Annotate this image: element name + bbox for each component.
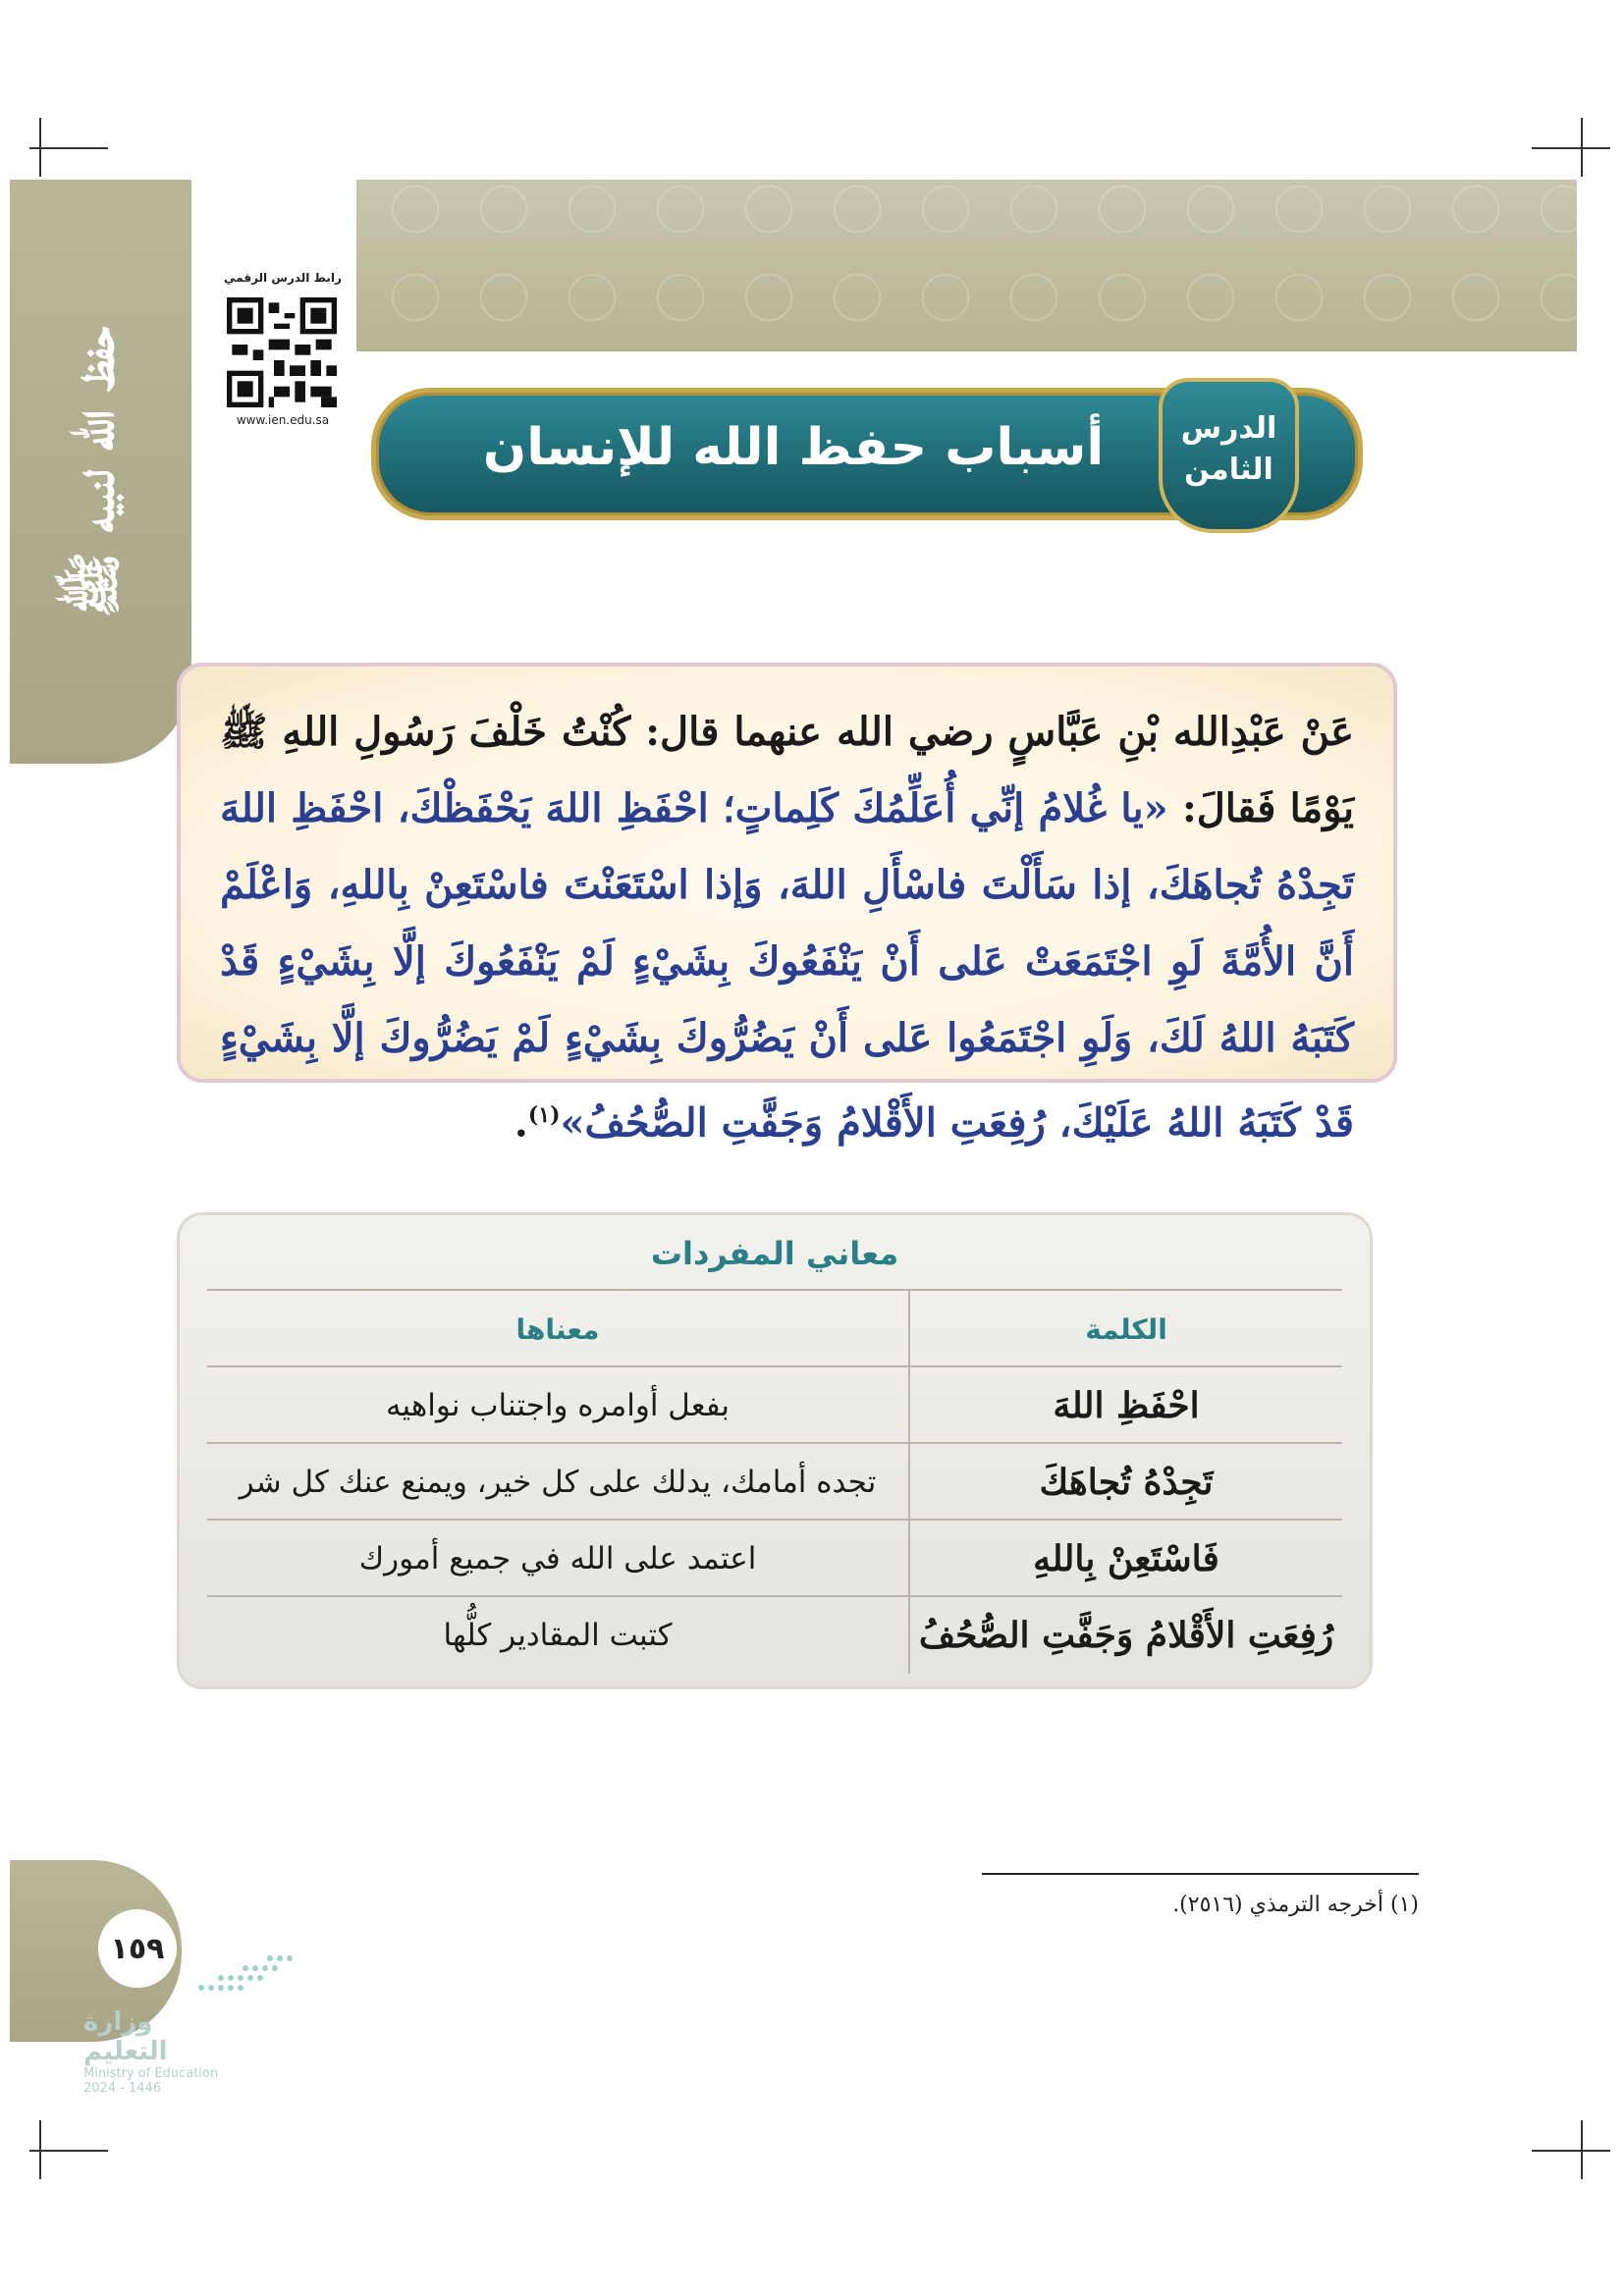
table-row [207,1365,1342,1444]
header-meaning: معناها [207,1291,910,1367]
hadith-quote: «يا غُلامُ إنِّي أُعَلِّمُكَ كَلِماتٍ؛ احْفَظِ اللهَ يَحْفَظْكَ، احْفَظِ اللهَ تَجِدْهُ تُجاهَكَ، إذا سَأَلْتَ فاسْأَلِ اللهَ، وَإذا اسْتَعَنْتَ فاسْتَعِنْ بِاللهِ، وَاعْلَمْ أَنَّ الأُمَّةَ لَوِ اجْتَمَعَتْ عَلى أَنْ يَنْفَعُوكَ بِشَيْءٍ لَمْ يَنْفَعُوكَ إلَّا بِشَيْءٍ قَدْ كَتَبَهُ اللهُ لَكَ، وَلَوِ اجْتَمَعُوا عَلى أَنْ يَضُرُّوكَ بِشَيْءٍ لَمْ يَضُرُّوكَ إلَّا بِشَيْءٍ قَدْ كَتَبَهُ اللهُ عَلَيْكَ، رُفِعَتِ الأَقْلامُ وَجَفَّتِ الصُّحُفُ» [220,785,1354,1147]
footnote-marker[interactable]: (١) [527,1102,561,1128]
qr-code-panel[interactable] [209,180,356,435]
table-row [207,1519,1342,1597]
footnote: (١) أخرجه الترمذي (٢٥١٦). [1172,1893,1419,1917]
unit-title: حفظ الله لنبيه ﷺ [62,326,127,617]
ministry-english: Ministry of Education [83,2066,219,2081]
crop-mark [1581,2120,1583,2179]
ministry-logo [83,2007,241,2096]
hadith-text [220,694,1354,1161]
footnote-rule [982,1873,1419,1875]
lesson-badge [1159,378,1299,533]
hadith-box [177,663,1397,1147]
vocab-title: معاني المفردات [650,1235,899,1272]
vocab-word: احْفَظِ اللهَ [1053,1385,1200,1426]
table-row [207,1442,1342,1521]
crop-mark [29,147,108,149]
vocab-word: تَجِدْهُ تُجاهَكَ [1039,1462,1214,1503]
page-number: ١٥٩ [98,1909,177,1988]
vocab-meaning: تجده أمامك، يدلك على كل خير، ويمنع عنك كل شر [207,1444,910,1521]
table-header-row [207,1289,1342,1367]
ministry-dots-icon [191,1949,299,1998]
lesson-badge-number: الثامن [1184,453,1273,487]
vocabulary-table [177,1212,1373,1689]
vocab-meaning: كتبت المقادير كلُّها [207,1597,910,1674]
ministry-arabic: وزارة التعليم [83,2007,168,2066]
vocab-word: فَاسْتَعِنْ بِاللهِ [1033,1538,1219,1579]
hadith-end: . [514,1099,528,1147]
ministry-year: 2024 - 1446 [83,2081,162,2096]
vocab-word: رُفِعَتِ الأَقْلامُ وَجَفَّتِ الصُّحُفُ [918,1615,1334,1656]
lesson-badge-label: الدرس [1180,411,1277,446]
table-row [207,1595,1342,1674]
qr-code-icon[interactable] [227,297,337,407]
header-word: الكلمة [1085,1312,1167,1346]
crop-mark [1581,118,1583,177]
crop-mark [1532,147,1610,149]
lesson-title: أسباب حفظ الله للإنسان [482,418,1105,477]
vocab-meaning: اعتمد على الله في جميع أمورك [207,1521,910,1597]
crop-mark [29,2150,108,2152]
unit-side-tab [10,180,191,764]
crop-mark [1532,2150,1610,2152]
header-band [209,180,1577,351]
hadith-intro: عَنْ عَبْدِالله بْنِ عَبَّاسٍ رضي الله عنهما قال: كُنْتُ خَلْفَ رَسُولِ اللهِ ﷺ يَوْمًا فَقالَ: [220,709,1354,831]
vocab-meaning: بفعل أوامره واجتناب نواهيه [207,1367,910,1444]
crop-mark [39,118,41,177]
qr-label: رابط الدرس الرقمي [224,271,342,285]
crop-mark [39,2120,41,2179]
qr-url[interactable]: www.ien.edu.sa [236,413,330,427]
